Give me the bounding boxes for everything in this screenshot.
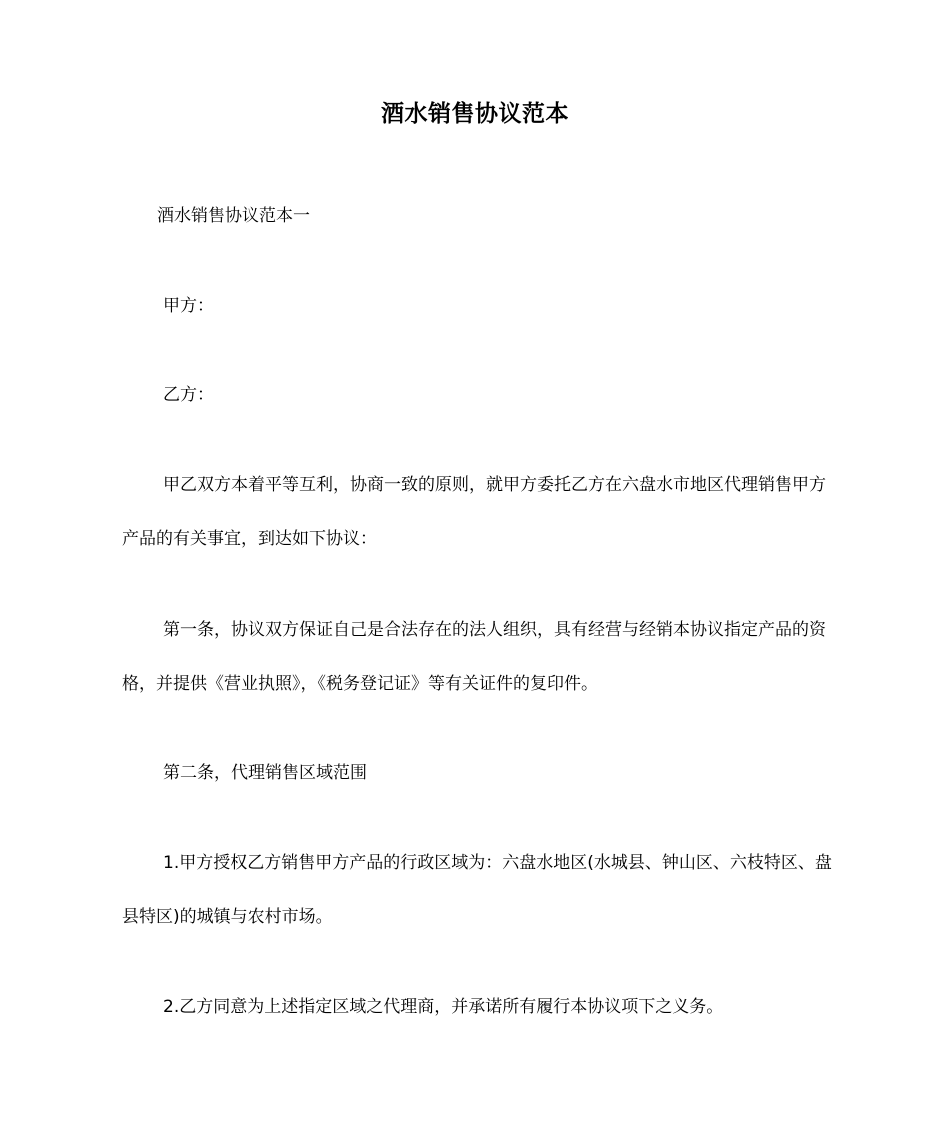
party-a-field: 甲方： — [163, 296, 214, 316]
article-2-clause-1: 1.甲方授权乙方销售甲方产品的行政区域为：六盘水地区(水城县、钟山区、六枝特区、盘县特区)的城镇与农村市场。 — [122, 853, 832, 927]
preamble-paragraph: 甲乙双方本着平等互利，协商一致的原则，就甲方委托乙方在六盘水市地区代理销售甲方产品的有关事宜，到达如下协议： — [122, 475, 826, 549]
article-2-clause-2: 2.乙方同意为上述指定区域之代理商，并承诺所有履行本协议项下之义务。 — [163, 997, 724, 1017]
article-1-paragraph: 第一条，协议双方保证自己是合法存在的法人组织，具有经营与经销本协议指定产品的资格，并提供《营业执照》，《税务登记证》等有关证件的复印件。 — [122, 620, 826, 694]
document-title: 酒水销售协议范本 — [381, 101, 569, 127]
party-b-field: 乙方： — [163, 385, 214, 405]
article-2-heading: 第二条，代理销售区域范围 — [163, 763, 367, 783]
section-heading: 酒水销售协议范本一 — [157, 206, 310, 226]
